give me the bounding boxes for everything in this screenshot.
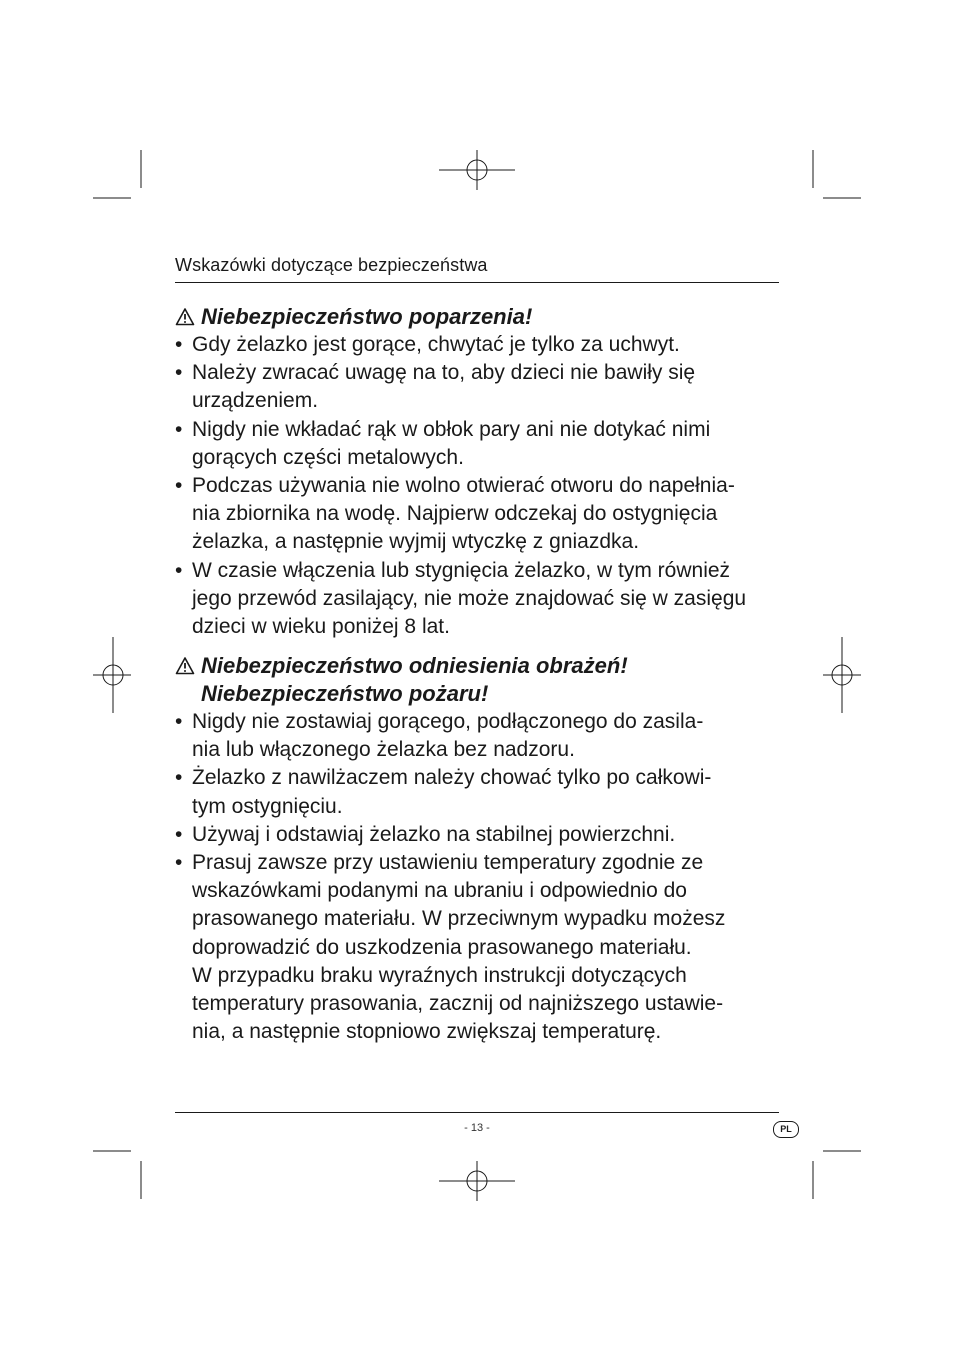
warning-triangle-icon: [175, 656, 195, 676]
page-number: - 13 -: [464, 1122, 490, 1134]
bullet-line: W czasie włączenia lub stygnięcia żelazko, w tym również: [192, 558, 731, 582]
section-heading-line: Niebezpieczeństwo odniesienia obrażeń!: [201, 653, 628, 678]
bullet-line: nia lub włączonego żelazka bez nadzoru.: [192, 738, 575, 762]
section-heading: [175, 303, 779, 331]
list-item: • Żelazko z nawilżaczem należy chować tylko po całkowi- tym ostygnięciu.: [175, 764, 779, 820]
bullet-line: nia zbiornika na wodę. Najpierw odczekaj do ostygnięcia: [192, 502, 718, 526]
bullet-line: doprowadzić do uszkodzenia prasowanego materiału.: [192, 935, 692, 959]
list-item: • Gdy żelazko jest gorące, chwytać je tylko za uchwyt.: [175, 331, 779, 359]
bullet-line: Prasuj zawsze przy ustawieniu temperatury zgodnie ze: [192, 851, 704, 875]
bullet-line: gorących części metalowych.: [192, 445, 464, 469]
header-divider: [175, 282, 779, 283]
bullet-line: Podczas używania nie wolno otwierać otworu do napełnia-: [192, 474, 735, 498]
list-item: • Prasuj zawsze przy ustawieniu temperatury zgodnie ze wskazówkami podanymi na ubraniu i odpowiednio do prasowanego materiału. W przeciwnym wypadku możesz doprowadzić do uszkodzenia prasowanego materiału. W przypadku braku wyraźnych instrukcji dotyczących temperatury prasowania, zacznij od najniższego ustawie- nia, a następnie stopniowo zwiększaj temperaturę.: [175, 849, 779, 1046]
bullet-line: Nigdy nie wkładać rąk w obłok pary ani nie dotykać nimi: [192, 417, 711, 441]
section-heading-line: Niebezpieczeństwo pożaru!: [201, 681, 489, 706]
bullet-line: Nigdy nie zostawiaj gorącego, podłączonego do zasila-: [192, 710, 704, 733]
list-item: • Używaj i odstawiaj żelazko na stabilnej powierzchni.: [175, 821, 779, 849]
bullet-line: żelazka, a następnie wyjmij wtyczkę z gniazdka.: [192, 530, 640, 554]
list-item: • Podczas używania nie wolno otwierać otworu do napełnia- nia zbiornika na wodę. Najpierw odczekaj do ostygnięcia żelazka, a następnie wyjmij wtyczkę z gniazdka.: [175, 472, 779, 557]
bullet-line: prasowanego materiału. W przeciwnym wypadku możesz: [192, 907, 726, 931]
section-burn-hazard: [175, 303, 779, 641]
bullet-line: temperatury prasowania, zacznij od najniższego ustawie-: [192, 992, 724, 1016]
list-item: • Nigdy nie wkładać rąk w obłok pary ani nie dotykać nimi gorących części metalowych.: [175, 416, 779, 472]
bullet-list: [175, 708, 779, 1046]
bullet-line: Należy zwracać uwagę na to, aby dzieci nie bawiły się: [192, 361, 696, 385]
list-item: • W czasie włączenia lub stygnięcia żelazko, w tym również jego przewód zasilający, nie może znajdować się w zasięgu dzieci w wieku poniżej 8 lat.: [175, 557, 779, 642]
bullet-line: Używaj i odstawiaj żelazko na stabilnej powierzchni.: [192, 822, 676, 846]
bullet-line: urządzeniem.: [192, 389, 319, 413]
bullet-line: jego przewód zasilający, nie może znajdować się w zasięgu: [192, 586, 747, 610]
section-injury-fire-hazard: [175, 652, 779, 1046]
bullet-line: nia, a następnie stopniowo zwiększaj temperaturę.: [192, 1020, 662, 1044]
bullet-line: Gdy żelazko jest gorące, chwytać je tylko za uchwyt.: [192, 333, 680, 356]
section-heading-line: Niebezpieczeństwo poparzenia!: [201, 304, 533, 329]
list-item: • Nigdy nie zostawiaj gorącego, podłączonego do zasila- nia lub włączonego żelazka bez nadzoru.: [175, 708, 779, 764]
bullet-line: wskazówkami podanymi na ubraniu i odpowiednio do: [192, 879, 687, 903]
warning-triangle-icon: [175, 307, 195, 327]
footer-divider: [175, 1112, 779, 1113]
bullet-line: Żelazko z nawilżaczem należy chować tylko po całkowi-: [192, 766, 712, 790]
bullet-list: [175, 331, 779, 641]
language-badge: PL: [773, 1121, 799, 1138]
bullet-line: dzieci w wieku poniżej 8 lat.: [192, 615, 450, 639]
section-heading: [175, 652, 779, 708]
bullet-line: W przypadku braku wyraźnych instrukcji dotyczących: [192, 963, 687, 987]
page-header-title: Wskazówki dotyczące bezpieczeństwa: [175, 255, 488, 275]
bullet-line: tym ostygnięciu.: [192, 794, 343, 818]
list-item: • Należy zwracać uwagę na to, aby dzieci nie bawiły się urządzeniem.: [175, 359, 779, 415]
